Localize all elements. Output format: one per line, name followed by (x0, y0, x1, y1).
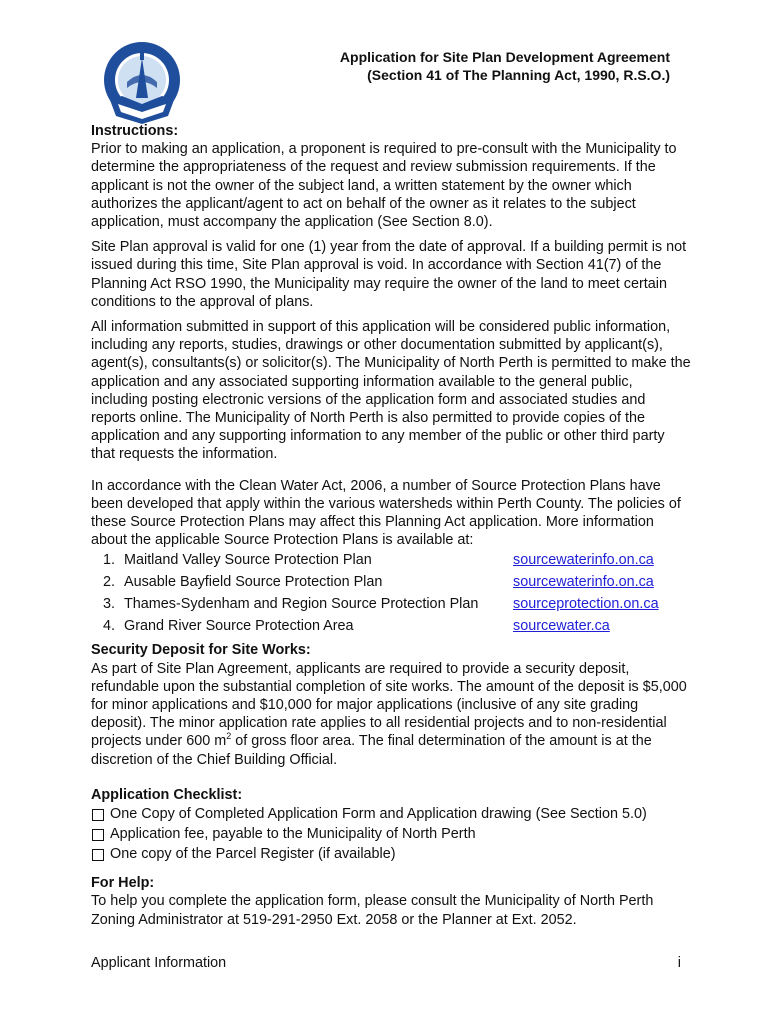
list-item-name: Thames-Sydenham and Region Source Protection Plan (124, 596, 479, 613)
help-paragraph: To help you complete the application form, please consult the Municipality of North Perth Zoning Administrator at 519-291-2950 Ext. 2058 or the Planner at Ext. 2052. (91, 893, 654, 928)
list-item-name: Ausable Bayfield Source Protection Plan (124, 574, 383, 591)
application-checklist (91, 804, 691, 864)
checklist-heading: Application Checklist: (91, 786, 243, 803)
instructions-paragraph-2: Site Plan approval is valid for one (1) year from the date of approval. If a building permit is not issued during this time, Site Plan approval is void. In accordance with Section 41(7) of the Planning Act RSO 1990, the Municipality may require the owner of the land to meet certain conditions to the approval of plans. (91, 239, 687, 310)
instructions-paragraph-3: All information submitted in support of this application will be considered public information, including any reports, studies, drawings or other documentation submitted by applicant(s), agent(s), consultants(s) or solicitor(s). The Municipality of North Perth is permitted to make the application and any associated supporting information available to the general public, including posting electronic versions of the application form and associated studies and reports online. The Municipality of North Perth is also permitted to provide copies of the application and any supporting information to any member of the public or other third party that requests the information. (91, 319, 691, 463)
footer-page-number: i (677, 955, 681, 971)
list-item-number: 1. (103, 552, 116, 569)
north-perth-seal-icon (96, 38, 188, 130)
checkbox[interactable] (92, 809, 104, 821)
checklist-item (91, 844, 691, 864)
checkbox[interactable] (92, 829, 104, 841)
checklist-item (91, 824, 691, 844)
list-item (91, 571, 691, 593)
checklist-item-label: One copy of the Parcel Register (if available) (110, 846, 396, 863)
help-heading: For Help: (91, 875, 155, 892)
checklist-item-label: Application fee, payable to the Municipality of North Perth (110, 826, 476, 843)
checklist-item-label: One Copy of Completed Application Form and Application drawing (See Section 5.0) (110, 806, 647, 823)
source-plan-link[interactable]: sourcewaterinfo.on.ca (513, 552, 654, 569)
security-paragraph (91, 660, 691, 769)
source-protection-list (91, 549, 691, 637)
list-item-number: 2. (103, 574, 116, 591)
instructions-heading: Instructions: (91, 123, 179, 139)
security-text-b: of gross floor area. The final determination of the amount is at the discretion of the Chief Building Official. (91, 733, 652, 768)
source-plan-link[interactable]: sourcewaterinfo.on.ca (513, 574, 654, 591)
list-item (91, 615, 691, 637)
list-item (91, 593, 691, 615)
checkbox[interactable] (92, 849, 104, 861)
list-item-name: Maitland Valley Source Protection Plan (124, 552, 372, 569)
source-plan-link[interactable]: sourceprotection.on.ca (513, 596, 659, 613)
security-text-a: As part of Site Plan Agreement, applicants are required to provide a security deposit, refundable upon the substantial completion of site works. The amount of the deposit is $5,000 for minor applications and $10,000 for major applications (inclusive of any site grading deposit). The minor application rate applies to all residential projects and to non-residential projects under 600 m (91, 660, 687, 750)
document-header (260, 48, 670, 84)
municipality-logo (96, 38, 188, 130)
list-item-number: 3. (103, 596, 116, 613)
instructions-paragraph-4: In accordance with the Clean Water Act, 2006, a number of Source Protection Plans have been developed that apply within the various watersheds within Perth County. The policies of these Source Protection Plans may affect this Planning Act application. More information about the applicable Source Protection Plans is available at: (91, 477, 681, 549)
document-body (91, 122, 691, 936)
document-title: Application for Site Plan Development Agreement (339, 49, 670, 65)
security-heading: Security Deposit for Site Works: (91, 642, 311, 659)
page-footer (91, 954, 681, 974)
list-item-number: 4. (103, 618, 116, 635)
footer-section-title: Applicant Information (91, 955, 227, 971)
checklist-item (91, 804, 691, 824)
source-plan-link[interactable]: sourcewater.ca (513, 618, 610, 635)
security-superscript: 2 (226, 731, 232, 742)
list-item (91, 549, 691, 571)
instructions-paragraph-1: Prior to making an application, a proponent is required to pre-consult with the Municipality to determine the appropriateness of the request and review submission requirements. If the applicant is not the owner of the subject land, a written statement by the owner which authorizes the applicant/agent to act on behalf of the owner as it relates to the subject application, must accompany the application (See Section 8.0). (91, 141, 677, 231)
document-subtitle: (Section 41 of The Planning Act, 1990, R.S.O.) (367, 67, 670, 83)
list-item-name: Grand River Source Protection Area (124, 618, 354, 635)
